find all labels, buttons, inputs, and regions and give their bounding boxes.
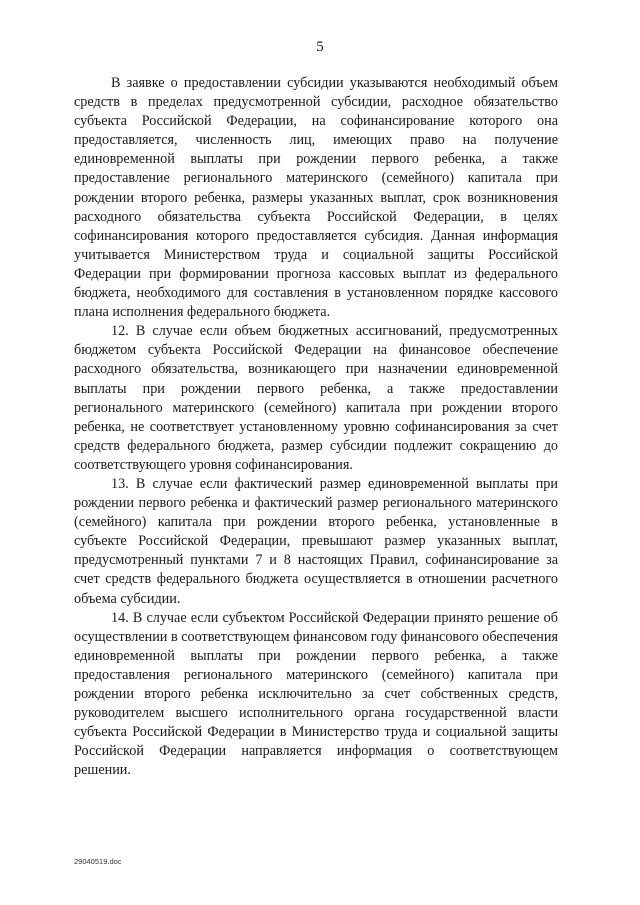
paragraph-item-13: 13. В случае если фактический размер единовременной выплаты при рождении первого ребенка и фактический размер регионального материнского (семейного) капитала при рождении второго ребенка, установленные в субъекте Российской Федерации, превышают размер указанных выплат, предусмотренный пунктами 7 и 8 настоящих Правил, софинансирование за счет средств федерального бюджета осуществляется в отношении расчетного объема субсидии.: [74, 475, 558, 607]
footer-filename: 29040519.doc: [74, 857, 122, 866]
paragraph-subsidy-application: В заявке о предоставлении субсидии указываются необходимый объем средств в пределах предусмотренной субсидии, расходное обязательство субъекта Российской Федерации, на софинансирование которого она предоставляется, численность лиц, имеющих право на получение единовременной выплаты при рождении первого ребенка, а также предоставление регионального материнского (семейного) капитала при рождении второго ребенка, размеры указанных выплат, срок возникновения расходного обязательства субъекта Российской Федерации, в целях софинансирования которого предоставляется субсидия. Данная информация учитывается Министерством труда и социальной защиты Российской Федерации при формировании прогноза кассовых выплат из федерального бюджета, необходимого для составления в установленном порядке кассового плана исполнения федерального бюджета.: [74, 75, 558, 321]
document-body: [74, 74, 558, 780]
page-number: 5: [316, 39, 324, 55]
paragraph-item-14: 14. В случае если субъектом Российской Федерации принято решение об осуществлении в соответствующем финансовом году финансового обеспечения единовременной выплаты при рождении первого ребенка, а также предоставления регионального материнского (семейного) капитала при рождении второго ребенка исключительно за счет собственных средств, руководителем высшего исполнительного органа государственной власти субъекта Российской Федерации в Министерство труда и социальной защиты Российской Федерации направляется информация о соответствующем решении.: [74, 609, 558, 779]
paragraph-item-12: 12. В случае если объем бюджетных ассигнований, предусмотренных бюджетом субъекта Российской Федерации на финансовое обеспечение расходного обязательства, возникающего при назначении единовременной выплаты при рождении первого ребенка, а также предоставлении регионального материнского (семейного) капитала при рождении второго ребенка, не соответствует установленному уровню софинансирования за счет средств федерального бюджета, размер субсидии подлежит сокращению до соответствующего уровня софинансирования.: [74, 323, 558, 473]
